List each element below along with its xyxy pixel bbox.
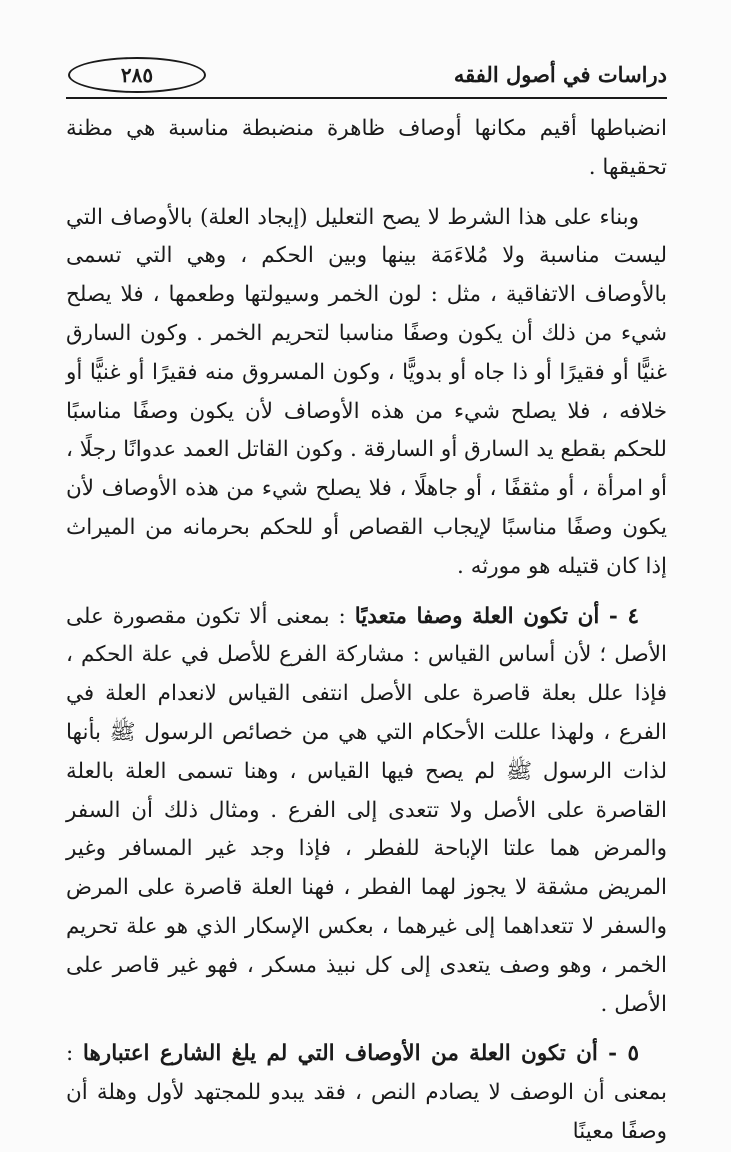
paragraph-text: انضباطها أقيم مكانها أوصاف ظاهرة منضبطة مناسبة هي مظنة تحقيقها .	[66, 116, 667, 180]
condition-5-heading: ٥ - أن تكون العلة من الأوصاف التي لم يلغ الشارع اعتبارها	[82, 1041, 639, 1067]
page-number-badge: ٢٨٥	[68, 57, 206, 93]
paragraph-conditions-intro	[66, 199, 667, 587]
body-text	[66, 110, 667, 1152]
paragraph-continuation	[66, 110, 667, 188]
running-title: دراسات في أصول الفقه	[453, 62, 667, 87]
header-rule	[66, 97, 667, 99]
paragraph-text: وبناء على هذا الشرط لا يصح التعليل (إيجاد العلة) بالأوصاف التي ليست مناسبة ولا مُلاءَمَة بينها وبين الحكم ، وهي التي تسمى بالأوصاف الاتفاقية ، مثل : لون الخمر وسيولتها وطعمها ، فلا يصلح شيء من ذلك أن يكون وصفًا مناسبا لتحريم الخمر . وكون السارق غنيًّا أو فقيرًا أو ذا جاه أو بدويًّا ، وكون المسروق منه فقيرًا أو غنيًّا أو خلافه ، فلا يصلح شيء من هذه الأوصاف لأن يكون وصفًا مناسبًا للحكم بقطع يد السارق أو السارقة . وكون القاتل العمد عدوانًا رجلًا ، أو امرأة ، أو مثقفًا ، أو جاهلًا ، فلا يصلح شيء من هذه الأوصاف لأن يكون وصفًا مناسبًا لإيجاب القصاص أو للحكم بحرمانه من الميراث إذا كان قتيله هو مورثه .	[66, 204, 667, 579]
condition-4-heading: ٤ - أن تكون العلة وصفا متعديًا	[354, 603, 639, 629]
paragraph-condition-4	[66, 598, 667, 1025]
paragraph-text: : بمعنى أن الوصف لا يصادم النص ، فقد يبدو للمجتهد لأول وهلة أن وصفًا معينًا	[66, 1041, 667, 1144]
paragraph-text: : بمعنى ألا تكون مقصورة على الأصل ؛ لأن أساس القياس : مشاركة الفرع للأصل في علة الحكم ، فإذا علل بعلة قاصرة على الأصل انتفى القياس لانعدام العلة في الفرع ، ولهذا عللت الأحكام التي هي من خصائص الرسول ﷺ بأنها لذات الرسول ﷺ لم يصح فيها القياس ، وهنا تسمى العلة بالعلة القاصرة على الأصل ولا تتعدى إلى الفرع . ومثال ذلك أن السفر والمرض هما علتا الإباحة للفطر ، فإذا وجد غير المسافر وغير المريض مشقة لا يجوز لهما الفطر ، فهنا العلة قاصرة على المرض والسفر لا تتعداهما إلى غيرهما ، بعكس الإسكار الذي هو علة تحريم الخمر ، وهو وصف يتعدى إلى كل نبيذ مسكر ، فهو غير قاصر على الأصل .	[66, 603, 667, 1017]
page-header	[66, 56, 667, 96]
paragraph-condition-5	[66, 1035, 667, 1151]
